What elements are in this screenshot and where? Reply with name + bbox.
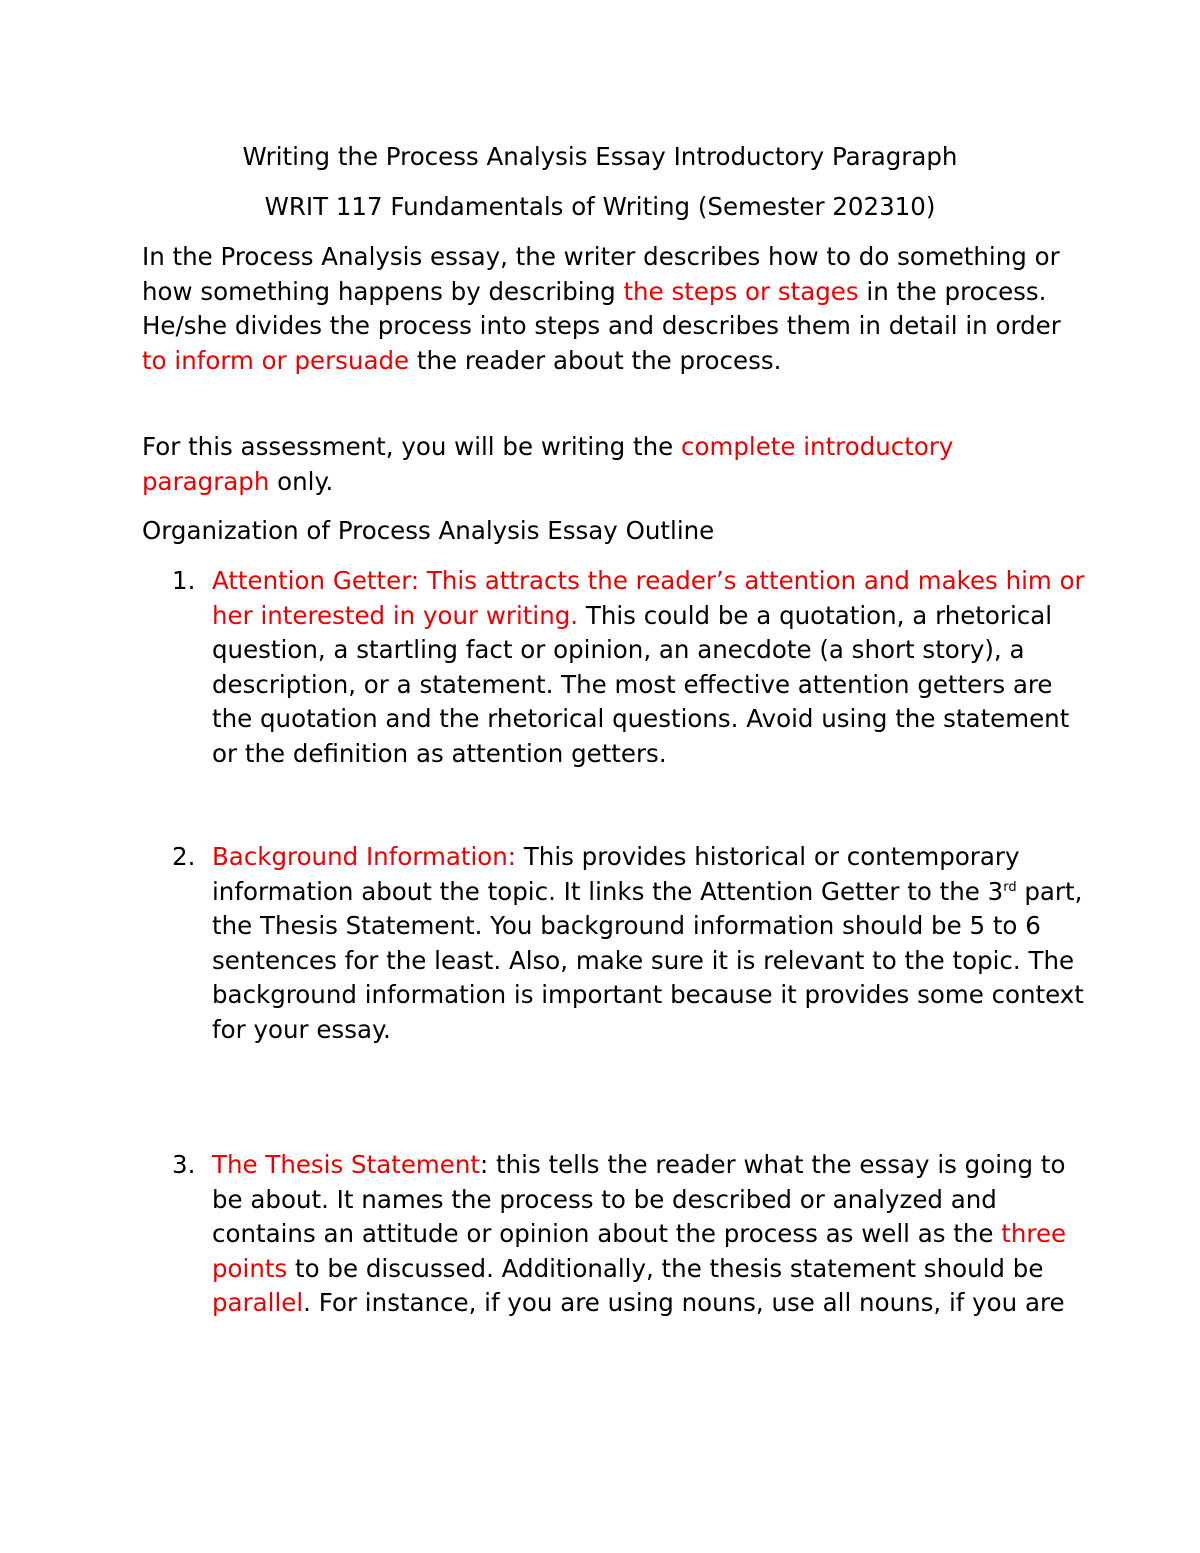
background-info-highlight: Background Information:: [212, 842, 517, 871]
assessment-highlight: complete introductory paragraph: [142, 432, 954, 496]
intro-paragraph: [142, 240, 1082, 378]
intro-highlight-purpose: to inform or persuade: [142, 345, 410, 375]
attention-getter-highlight: Attention Getter: This attracts the reader’s attention and makes him or her interested in your writing.: [212, 566, 1085, 630]
thesis-text-c: . For instance, if you are using nouns, use all nouns, if you are: [303, 1288, 1065, 1317]
assessment-text-2: only.: [269, 466, 334, 496]
background-info-text-b: part, the Thesis Statement. You background information should be 5 to 6 sentences for the least. Also, make sure it is relevant to the topic. The background information is important because it provides some context for your essay.: [212, 876, 1084, 1044]
list-item-thesis-statement: [172, 1148, 1092, 1321]
list-item-background-information: [172, 840, 1092, 1047]
ordinal-suffix: rd: [1003, 879, 1017, 895]
list-number: 1.: [172, 566, 196, 595]
intro-text-2: in the process. He/she divides the process into steps and describes them in detail in order: [142, 276, 1061, 340]
thesis-highlight: The Thesis Statement: [212, 1150, 480, 1179]
page-title: Writing the Process Analysis Essay Introductory Paragraph: [242, 142, 958, 171]
intro-text-3: the reader about the process.: [409, 345, 782, 375]
intro-text-1: In the Process Analysis essay, the writer describes how to do something or how something happens by describing: [142, 242, 1060, 306]
thesis-text-b: to be discussed. Additionally, the thesis statement should be: [287, 1253, 1044, 1283]
thesis-highlight-three-points: three points: [212, 1219, 1067, 1283]
list-number: 2.: [172, 842, 196, 871]
list-item-attention-getter: [172, 564, 1092, 771]
outline-heading: Organization of Process Analysis Essay Outline: [142, 516, 715, 545]
thesis-highlight-parallel: parallel: [212, 1288, 304, 1317]
assessment-paragraph: [142, 430, 1082, 499]
attention-getter-text: This could be a quotation, a rhetorical question, a startling fact or opinion, an anecdote (a short story), a description, or a statement. The most effective attention getters are the quotation and the rhetorical questions. Avoid using the statement or the definition as attention getters.: [212, 600, 1070, 768]
list-number: 3.: [172, 1150, 196, 1179]
course-line: WRIT 117 Fundamentals of Writing (Semester 202310): [264, 192, 936, 221]
background-info-text-a: This provides historical or contemporary information about the topic. It links the Attention Getter to the 3: [212, 842, 1020, 906]
intro-highlight-steps: the steps or stages: [623, 276, 859, 306]
thesis-text-a: : this tells the reader what the essay is going to be about. It names the process to be described or analyzed and contains an attitude or opinion about the process as well as the: [212, 1150, 1066, 1248]
assessment-text-1: For this assessment, you will be writing the: [142, 432, 682, 461]
